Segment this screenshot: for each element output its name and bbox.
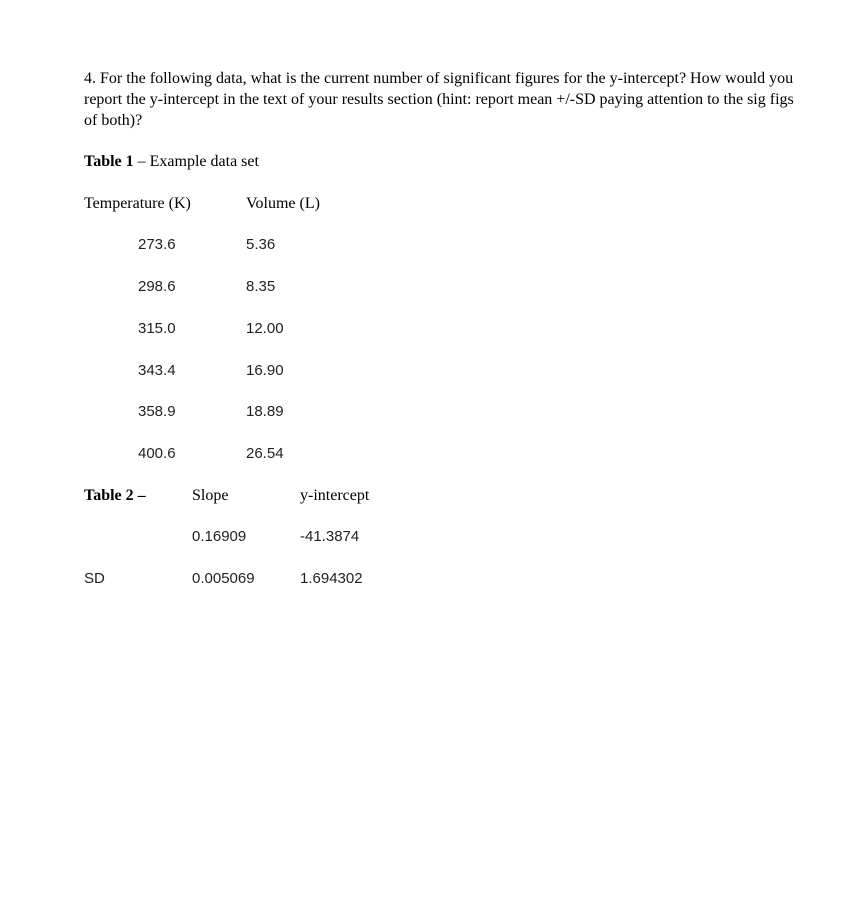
table1-cell-volume: 8.35 [246, 278, 276, 295]
table1-header-volume: Volume (L) [246, 195, 320, 212]
table2-header-intercept: y-intercept [300, 487, 370, 504]
table2-slope-value: 0.16909 [192, 528, 247, 545]
table2-header-slope: Slope [192, 487, 229, 504]
table1-cell-temperature: 315.0 [138, 320, 176, 337]
table1-cell-temperature: 343.4 [138, 362, 176, 379]
table1-cell-temperature: 400.6 [138, 445, 176, 462]
table1-caption [84, 152, 259, 172]
table1-caption-text: – Example data set [133, 153, 259, 170]
table1-cell-temperature: 298.6 [138, 278, 176, 295]
table1-cell-volume: 18.89 [246, 403, 284, 420]
table1-cell-volume: 5.36 [246, 236, 276, 253]
table1-cell-volume: 26.54 [246, 445, 284, 462]
table1-header-temperature: Temperature (K) [84, 195, 191, 212]
table2-slope-sd: 0.005069 [192, 570, 255, 587]
table2-intercept-value: -41.3874 [300, 528, 360, 545]
table1-cell-volume: 16.90 [246, 362, 284, 379]
question-text: 4. For the following data, what is the current number of significant figures for the y-intercept? How would you report the y-intercept in the text of your results section (hint: report mean +/-SD paying attention to the sig figs of both)? [84, 70, 794, 129]
table2-sd-label: SD [84, 570, 105, 587]
table2-label: Table 2 – [84, 487, 146, 504]
table1-cell-volume: 12.00 [246, 320, 284, 337]
table1-cell-temperature: 358.9 [138, 403, 176, 420]
table1-cell-temperature: 273.6 [138, 236, 176, 253]
table2-intercept-sd: 1.694302 [300, 570, 363, 587]
table1-label: Table 1 [84, 153, 134, 170]
